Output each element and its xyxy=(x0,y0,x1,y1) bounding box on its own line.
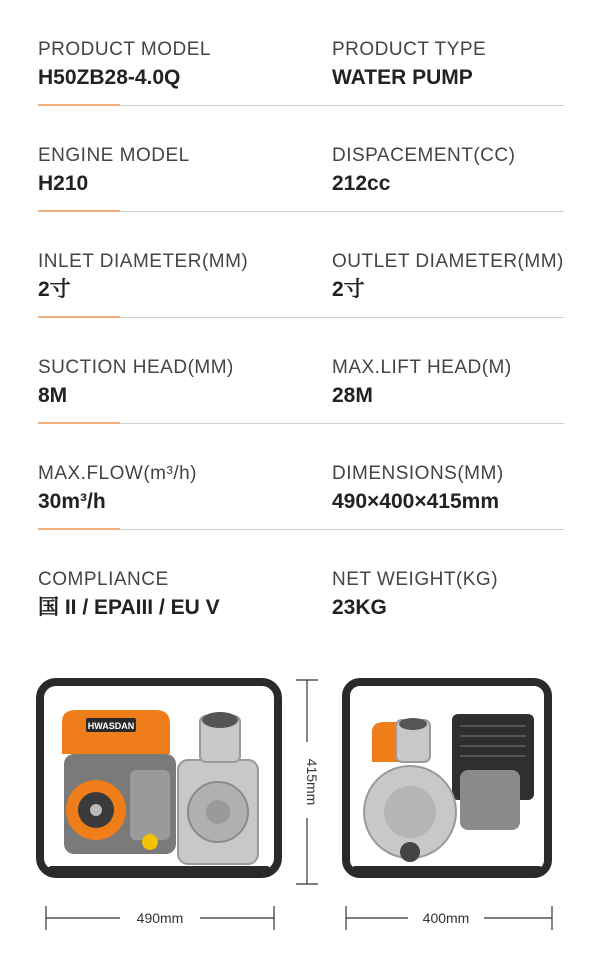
spec-label: MAX.LIFT HEAD(M) xyxy=(332,357,512,378)
spec-value: 国 II / EPAIII / EU V xyxy=(38,596,220,619)
spec-cell xyxy=(38,462,197,516)
spec-value: 2寸 xyxy=(38,278,71,301)
spec-row xyxy=(38,424,564,530)
brand-logo: HWASDAN xyxy=(87,721,135,731)
spec-cell xyxy=(38,356,234,410)
spec-row xyxy=(38,318,564,424)
spec-row xyxy=(38,530,564,636)
spec-cell xyxy=(332,462,504,516)
front-view-pump xyxy=(40,682,278,876)
spec-cell xyxy=(38,250,248,304)
spec-label: ENGINE MODEL xyxy=(38,145,190,166)
spec-cell xyxy=(332,568,498,622)
spec-value: 8M xyxy=(38,384,68,407)
spec-cell xyxy=(332,38,486,92)
spec-cell xyxy=(332,250,564,304)
spec-row xyxy=(38,0,564,106)
spec-label: DIMENSIONS(MM) xyxy=(332,463,504,484)
spec-label: PRODUCT MODEL xyxy=(38,39,211,60)
spec-label: NET WEIGHT(KG) xyxy=(332,569,499,590)
spec-value: 30m³/h xyxy=(38,490,106,513)
depth-dim-label: 400mm xyxy=(422,910,470,926)
spec-value: WATER PUMP xyxy=(332,66,473,89)
spec-value: H50ZB28-4.0Q xyxy=(38,66,181,89)
spec-cell xyxy=(38,568,220,622)
spec-cell xyxy=(38,38,211,92)
spec-cell xyxy=(332,356,512,410)
spec-label: DISPACEMENT(CC) xyxy=(332,145,516,166)
spec-label: COMPLIANCE xyxy=(38,569,169,590)
spec-value: 23KG xyxy=(332,596,387,619)
spec-label: OUTLET DIAMETER(MM) xyxy=(332,251,564,272)
spec-value: 2寸 xyxy=(332,278,365,301)
spec-row xyxy=(38,106,564,212)
height-dimension xyxy=(296,680,320,884)
spec-value: 28M xyxy=(332,384,373,407)
width-dimension xyxy=(46,906,274,930)
spec-label: INLET DIAMETER(MM) xyxy=(38,251,249,272)
spec-label: MAX.FLOW(m³/h) xyxy=(38,463,197,484)
product-illustration xyxy=(0,670,600,960)
spec-cell xyxy=(38,144,190,198)
depth-dimension xyxy=(346,906,552,930)
spec-value: H210 xyxy=(38,172,89,195)
width-dim-label: 490mm xyxy=(136,910,184,926)
spec-label: SUCTION HEAD(MM) xyxy=(38,357,234,378)
height-dim-label: 415mm xyxy=(304,758,320,806)
spec-value: 490×400×415mm xyxy=(332,490,499,513)
side-view-pump xyxy=(346,682,548,876)
spec-table xyxy=(38,0,564,636)
spec-row xyxy=(38,212,564,318)
spec-cell xyxy=(332,144,515,198)
spec-label: PRODUCT TYPE xyxy=(332,39,487,60)
spec-value: 212cc xyxy=(332,172,391,195)
